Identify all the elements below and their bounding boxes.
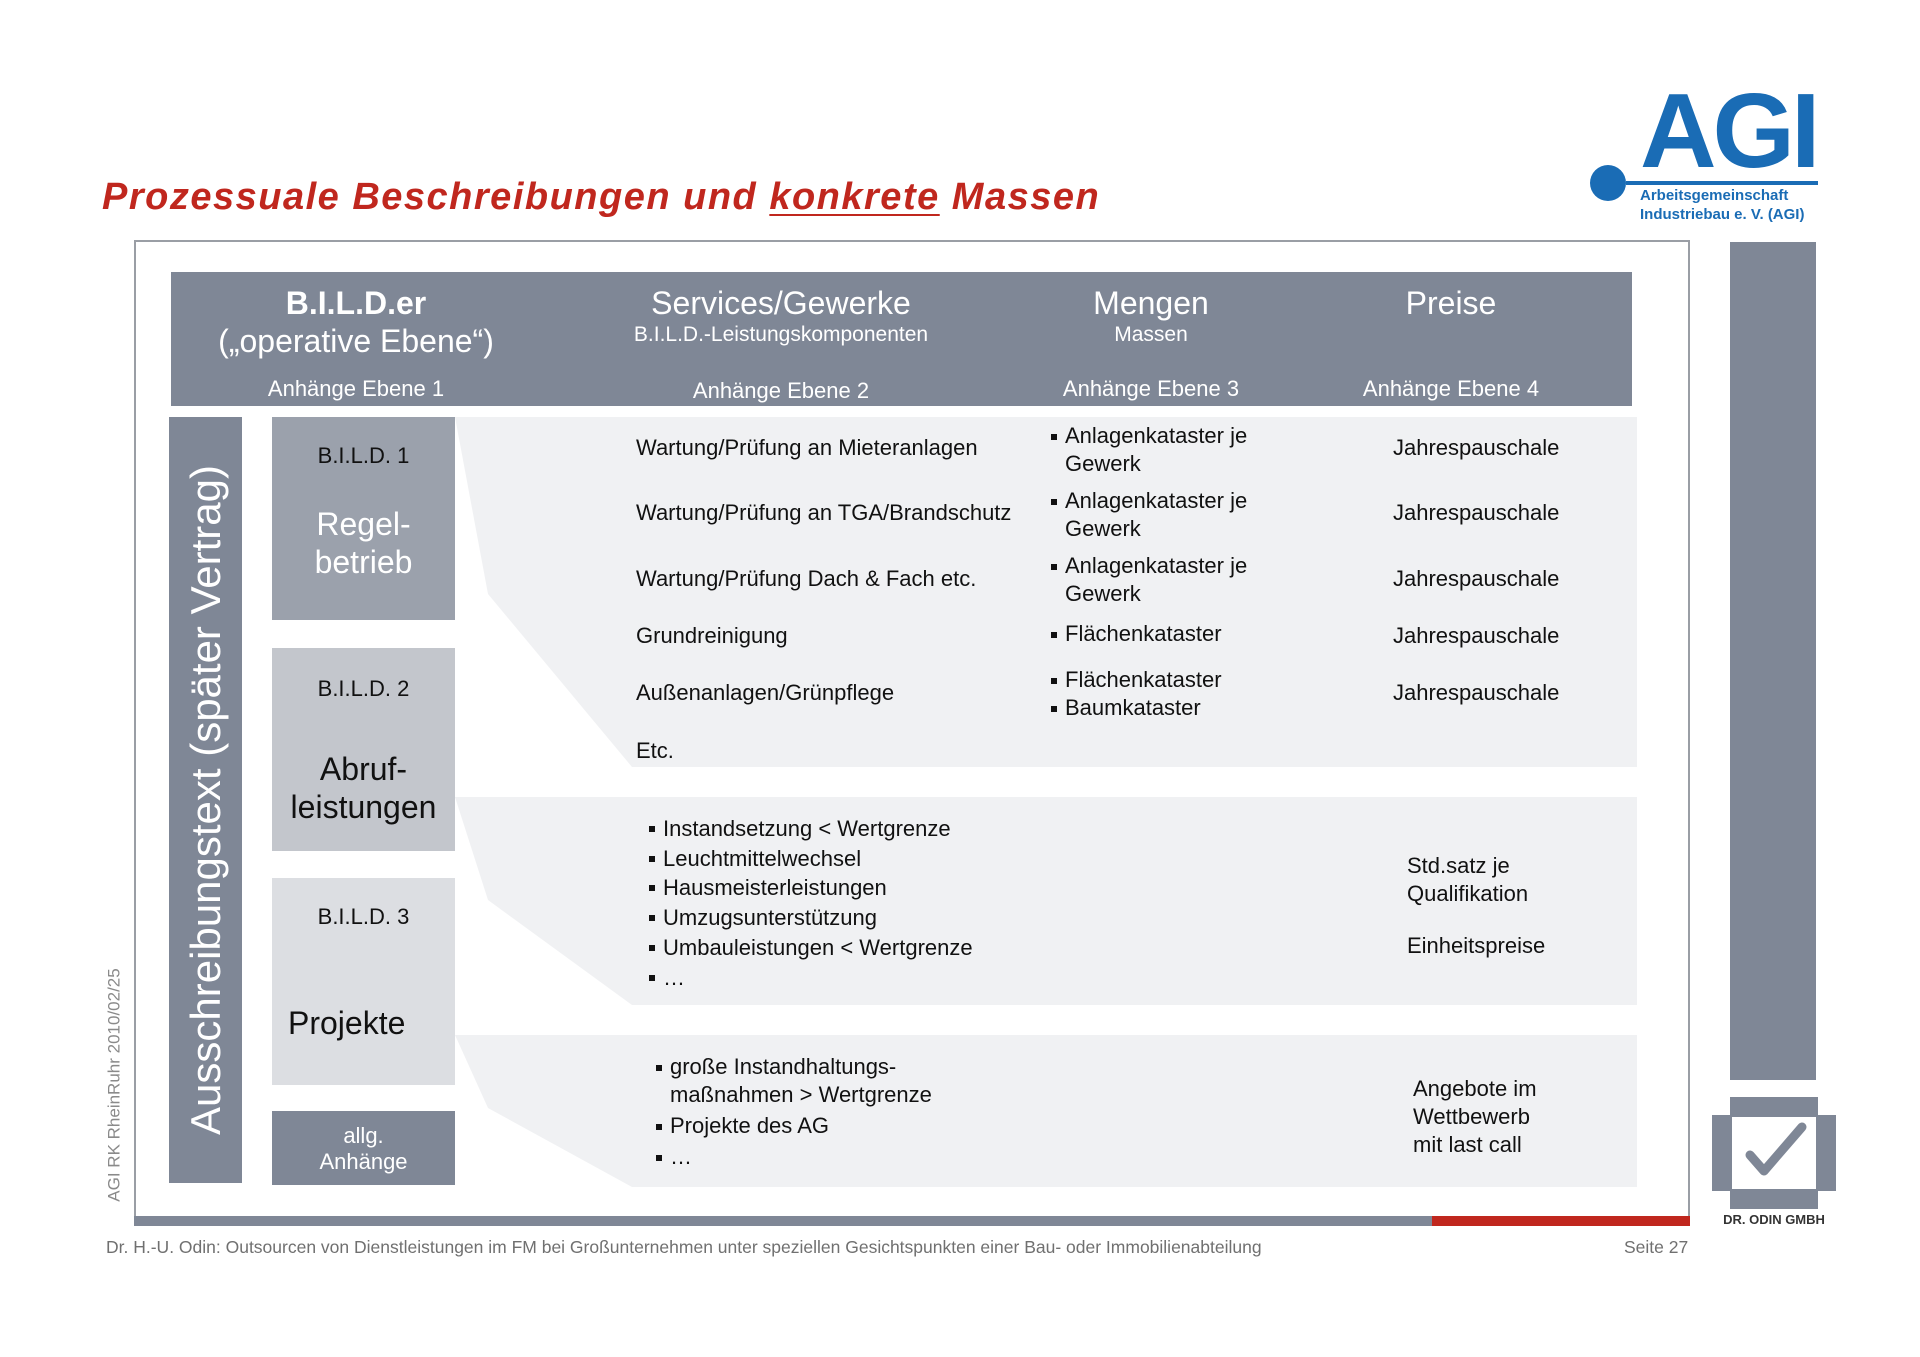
section-3-price (1413, 1075, 1537, 1159)
title-part-1: Prozessuale Beschreibungen und (102, 176, 770, 218)
section-2-services (648, 814, 973, 992)
title-underlined-word: konkrete (769, 176, 940, 218)
service-item: große Instandhaltungs- (655, 1053, 932, 1081)
service-item: Wartung/Prüfung an Mieteranlagen (636, 435, 978, 460)
price-line: Qualifikation (1407, 881, 1529, 906)
service-item: Umbauleistungen < Wertgrenze (648, 933, 973, 963)
header-col4-title: Preise (1405, 285, 1497, 321)
quantity-line: Anlagenkataster je (1050, 487, 1247, 515)
header-col3-subtitle: Massen (1114, 323, 1188, 346)
bild-2-title-line-2: leistungen (290, 789, 437, 825)
logo: AGI (1640, 72, 1817, 190)
quantity-item (1050, 620, 1222, 648)
logo-subtitle-line-1: Arbeitsgemeinschaft (1640, 187, 1789, 204)
footer-text: Dr. H.-U. Odin: Outsourcen von Dienstleistungen im FM bei Großunternehmen unter speziellen Gesichtspunkten einer Bau- oder Immobilienabteilung (106, 1237, 1262, 1257)
side-date-label (100, 955, 130, 1215)
bild-2-label: B.I.L.D. 2 (317, 676, 410, 701)
header-col1-footer: Anhänge Ebene 1 (267, 376, 445, 401)
quantity-line: Anlagenkataster je (1050, 422, 1247, 450)
badge-caption: DR. ODIN GMBH (1723, 1212, 1825, 1227)
bild-2-title-line-1: Abruf- (319, 751, 408, 787)
header-col3-title: Mengen (1093, 285, 1209, 321)
quantity-item (1050, 552, 1247, 608)
service-item: Umzugsunterstützung (648, 903, 973, 933)
vertical-label: Ausschreibungstext (später Vertrag) (181, 465, 229, 1135)
header-col2-footer: Anhänge Ebene 2 (692, 378, 870, 403)
header-col4-footer: Anhänge Ebene 4 (1362, 376, 1540, 401)
bild-3-title: Projekte (288, 1005, 406, 1041)
header-col3-footer: Anhänge Ebene 3 (1062, 376, 1240, 401)
header-col1-subtitle: („operative Ebene“) (218, 323, 494, 359)
bild-1-title-line-2: betrieb (314, 544, 413, 580)
service-item: Etc. (636, 738, 674, 763)
quantity-line: Anlagenkataster je (1050, 552, 1247, 580)
title-part-2: Massen (939, 176, 1101, 218)
bild-3-label: B.I.L.D. 3 (317, 904, 410, 929)
service-item: Leuchtmittelwechsel (648, 844, 973, 874)
price-line: mit last call (1413, 1132, 1522, 1157)
quantity-line: Gewerk (1065, 451, 1141, 476)
price-line: Wettbewerb (1413, 1104, 1530, 1129)
quantity-line: Flächenkataster (1050, 620, 1222, 648)
service-item: Wartung/Prüfung an TGA/Brandschutz (636, 500, 1012, 525)
bild-3-box (272, 878, 455, 1085)
service-item: Außenanlagen/Grünpflege (636, 680, 895, 705)
service-item: Wartung/Prüfung Dach & Fach etc. (636, 566, 977, 591)
service-item: Instandsetzung < Wertgrenze (648, 814, 973, 844)
header-col1-title: B.I.L.D.er (285, 285, 427, 321)
service-item: … (648, 963, 973, 993)
bild-1-title (272, 505, 455, 581)
header-col2-title: Services/Gewerke (651, 285, 911, 321)
price-line: Angebote im (1413, 1076, 1537, 1101)
bild-1-box (272, 417, 455, 620)
quantity-line: Gewerk (1065, 581, 1141, 606)
service-item-continuation: maßnahmen > Wertgrenze (670, 1082, 932, 1107)
section-2-price-1 (1407, 852, 1528, 908)
side-date-text: AGI RK RheinRuhr 2010/02/25 (105, 968, 125, 1202)
quantity-item (1050, 487, 1247, 543)
quantity-item (1050, 422, 1247, 478)
allg-anhaenge-line-2: Anhänge (319, 1149, 408, 1174)
vertical-label-box (169, 417, 242, 1183)
bild-2-box (272, 648, 455, 851)
allg-anhaenge-box (272, 1111, 455, 1185)
header-col2-subtitle: B.I.L.D.-Leistungskomponenten (633, 323, 929, 346)
price-item: Jahrespauschale (1393, 435, 1560, 460)
quantity-line: Baumkataster (1050, 694, 1222, 722)
logo-subtitle-line-2: Industriebau e. V. (AGI) (1640, 206, 1805, 223)
service-item: Projekte des AG (655, 1112, 932, 1140)
allg-anhaenge-label (272, 1123, 455, 1175)
service-item: … (655, 1143, 932, 1171)
price-item: Jahrespauschale (1393, 623, 1560, 648)
section-2-price-2: Einheitspreise (1407, 933, 1546, 958)
quantity-line: Flächenkataster (1050, 666, 1222, 694)
section-3-services (655, 1053, 932, 1171)
price-item: Jahrespauschale (1393, 500, 1560, 525)
allg-anhaenge-line-1: allg. (343, 1123, 384, 1148)
service-item: Hausmeisterleistungen (648, 873, 973, 903)
bild-1-label: B.I.L.D. 1 (317, 443, 410, 468)
price-line: Std.satz je (1407, 853, 1510, 878)
page-number: Seite 27 (1624, 1237, 1689, 1257)
bild-1-title-line-1: Regel- (316, 506, 411, 542)
bild-2-title (272, 750, 455, 826)
quantity-line: Gewerk (1065, 516, 1141, 541)
quantity-item (1050, 666, 1222, 722)
price-item: Jahrespauschale (1393, 566, 1560, 591)
service-item: Grundreinigung (636, 623, 788, 648)
price-item: Jahrespauschale (1393, 680, 1560, 705)
